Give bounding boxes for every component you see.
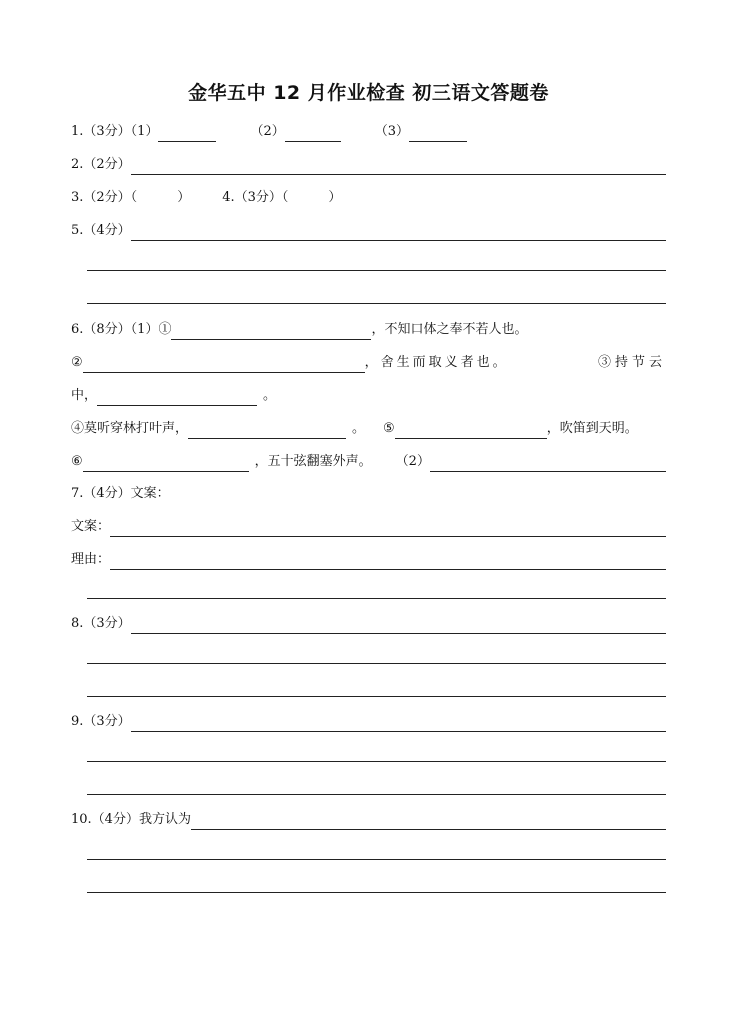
q6-line2-text: ，舍生而取义者也。 [364, 355, 509, 370]
q6-line5-text: ，五十弦翻塞外声。 [254, 454, 372, 469]
question-6-line-3 [71, 384, 666, 406]
q8-label: 8.（3分） [71, 616, 131, 631]
q4-label: 4.（3分）（ [222, 190, 289, 205]
q8-answer-line-1[interactable] [131, 618, 666, 634]
q6-item-2-marker: ② [71, 355, 83, 370]
q1-answer-3-blank[interactable] [409, 126, 467, 142]
q7-label: 7.（4分）文案： [71, 486, 170, 501]
q7-wenan-label: 文案： [71, 519, 111, 534]
q9-label: 9.（3分） [71, 714, 131, 729]
q5-answer-line-1[interactable] [131, 225, 666, 241]
q6-part-2-blank[interactable] [430, 456, 666, 472]
q7-liyou-line-2[interactable] [87, 598, 666, 599]
q9-answer-line-1[interactable] [131, 716, 666, 732]
q2-answer-line[interactable] [131, 159, 666, 175]
q1-answer-2-blank[interactable] [285, 126, 341, 142]
q1-answer-1-blank[interactable] [158, 126, 216, 142]
q10-answer-line-3[interactable] [87, 892, 666, 893]
question-1 [71, 120, 666, 142]
question-6-line-2 [71, 351, 666, 373]
question-2 [71, 153, 666, 175]
q7-wenan-line[interactable] [110, 521, 666, 537]
q3-close-paren: ） [177, 190, 191, 205]
q6-blank-6[interactable] [83, 456, 249, 472]
q4-close-paren: ） [328, 190, 342, 205]
question-6-line-1 [71, 318, 666, 340]
question-8 [71, 612, 666, 634]
q5-answer-line-3[interactable] [87, 303, 666, 304]
q6-line4-end: ，吹笛到天明。 [546, 421, 638, 436]
q6-label: 6.（8分）（1）① [71, 322, 172, 337]
question-6-line-4 [71, 417, 666, 439]
q6-item-5-marker: ⑤ [383, 421, 395, 436]
q6-line1-text: ，不知口体之奉不若人也。 [371, 322, 528, 337]
q6-part-2-label: （2） [395, 454, 430, 469]
q9-answer-line-2[interactable] [87, 761, 666, 762]
q6-line2-end-text: ③持节云 [597, 355, 666, 370]
question-9 [71, 710, 666, 732]
q1-part-2-label: （2） [250, 124, 285, 139]
q6-blank-5[interactable] [395, 423, 547, 439]
q10-answer-line-1[interactable] [191, 814, 666, 830]
q2-label: 2.（2分） [71, 157, 131, 172]
q1-label: 1.（3分）（1） [71, 124, 159, 139]
q6-line3-start: 中， [71, 388, 98, 403]
q7-liyou-line-1[interactable] [110, 554, 666, 570]
q6-blank-3[interactable] [97, 390, 257, 406]
page-title: 金华五中 12 月作业检查 初三语文答题卷 [188, 82, 549, 104]
q9-answer-line-3[interactable] [87, 794, 666, 795]
question-10 [71, 808, 666, 830]
q6-blank-2[interactable] [83, 357, 365, 373]
q6-line4-period: 。 [352, 421, 366, 436]
q6-line4-start: ④莫听穿林打叶声， [71, 421, 189, 436]
q7-liyou-row [71, 548, 666, 570]
q7-wenan-row [71, 515, 666, 537]
question-7 [71, 482, 666, 504]
q5-answer-line-2[interactable] [87, 270, 666, 271]
question-3-4 [71, 186, 666, 208]
question-5 [71, 219, 666, 241]
q6-blank-1[interactable] [171, 324, 371, 340]
question-6-line-5 [71, 450, 666, 472]
q6-blank-4[interactable] [188, 423, 346, 439]
q1-part-3-label: （3） [374, 124, 410, 139]
q7-liyou-label: 理由： [71, 552, 111, 567]
q3-label: 3.（2分）（ [71, 190, 138, 205]
q6-item-6-marker: ⑥ [71, 454, 83, 469]
q8-answer-line-2[interactable] [87, 663, 666, 664]
q10-label: 10.（4分）我方认为 [71, 812, 191, 827]
q8-answer-line-3[interactable] [87, 696, 666, 697]
q6-line3-end: 。 [263, 388, 277, 403]
q10-answer-line-2[interactable] [87, 859, 666, 860]
q5-label: 5.（4分） [71, 223, 131, 238]
